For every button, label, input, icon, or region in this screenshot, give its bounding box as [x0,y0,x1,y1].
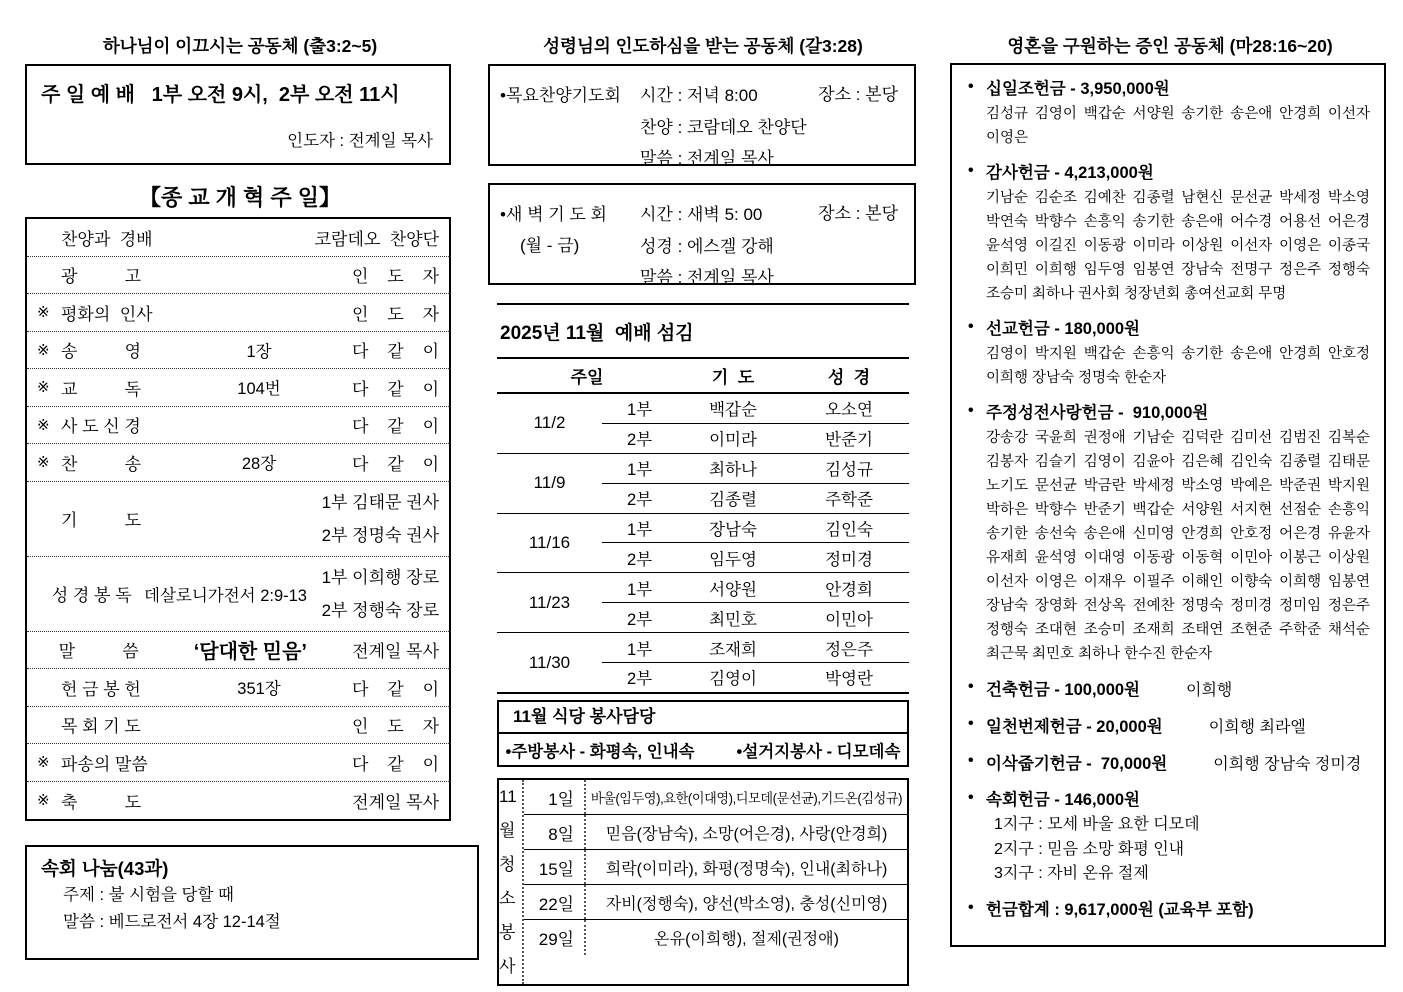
offering-title-line [986,677,1370,703]
roster-scripture-name: 김성규 [825,461,873,480]
roster-scripture-name: 이민아 [825,610,873,629]
roster-scripture-name: 오소연 [825,401,873,420]
roster-row [602,394,909,424]
offering-title-line [986,161,1370,186]
roster-prayer-name: 김영이 [709,670,757,689]
thursday-praise-prayer-box [488,64,916,166]
dawn-time: 시간 : 새벽 5: 00 [640,205,763,224]
class-meeting-scripture: 말씀 : 베드로전서 4장 12-14절 [63,913,281,931]
offering-section [964,77,1370,150]
order-row-who: 인 도 자 [351,717,439,737]
offering-title-line [986,401,1370,426]
order-row-who: 다 같 이 [351,379,439,399]
roster-prayer-name: 임두영 [709,550,757,569]
order-row-content: 28장 [241,455,277,474]
roster-service-part: 1부 [626,521,653,539]
roster-service-part: 2부 [626,431,653,450]
sunday-worship-times: 주 일 예 배 1부 오전 9시, 2부 오전 11시 [41,84,400,106]
order-row-who: 다 같 이 [351,679,439,699]
order-row-item: 축 도 [61,792,142,812]
cleaning-day: 22일 [524,885,586,919]
roster-service-part: 1부 [626,461,653,480]
roster-prayer-name: 서양원 [709,580,757,599]
order-row-item: 목 회 기 도 [61,717,141,737]
thursday-meeting-details [640,80,807,175]
offering-title: 이삭줍기헌금 - 70,000원 [986,755,1168,773]
roster-row [602,543,909,572]
offering-section [964,317,1370,390]
order-row [27,294,449,332]
offering-section [964,714,1370,740]
roster-prayer-name: 장남숙 [709,521,757,539]
cleaning-duty-table [497,778,909,986]
offering-title: 헌금합계 : 9,617,000원 (교육부 포함) [986,900,1254,919]
roster-date: 11/2 [533,413,566,433]
roster-group-rows [602,573,909,632]
offering-title-line [986,77,1370,102]
order-row-who: 인 도 자 [351,267,439,287]
offering-section [964,751,1370,777]
offering-title: 선교헌금 - 180,000원 [986,320,1141,338]
cleaning-row [524,885,907,920]
order-row-content: 데살로니가전서 2:9-13 [144,586,307,605]
service-roster-title: 2025년 11월 예배 섬김 [500,323,694,344]
order-row-content: 1장 [246,342,272,361]
cleaning-day: 1일 [524,780,586,814]
roster-group [497,454,909,514]
roster-group [497,633,909,694]
order-row-item: 기 도 [61,511,142,530]
order-row-item: 말 씀 [58,642,139,662]
offering-title: 감사헌금 - 4,213,000원 [986,164,1154,182]
cleaning-row [524,850,907,885]
roster-service-part: 2부 [626,610,653,629]
order-row-item: 헌 금 봉 헌 [61,679,141,699]
order-row-who [307,561,439,627]
roster-service-part: 2부 [626,491,653,510]
thursday-speaker: 말씀 : 전계일 목사 [640,149,774,168]
order-row-mark: ※ [37,304,50,322]
offering-section [964,161,1370,306]
order-row-content: ‘담대한 믿음’ [193,641,307,664]
roster-service-part: 1부 [626,580,653,599]
order-row-item: 파송의 말씀 [61,754,148,774]
offering-subline: 1지구 : 모세 바울 요한 디모데 [994,816,1200,833]
order-row-who [307,486,439,552]
order-row-item: 사 도 신 경 [61,417,141,437]
offering-names: 강송강 국윤희 권정애 기남순 김덕란 김미선 김범진 김복순 김봉자 김슬기 김영이 김윤아 김은혜 김인숙 김종렬 김태문 노기도 문선균 박금란 박세정 박소영 박예은 박준권 박지원 박하은 박향수 반준기 백갑순 서양원 서지현 선점순 손흥익 송기한 송선숙 송은애 신미영 안경희 안호정 어은경 유윤자 유재희 윤석영 이대영 이동광 이동혁 이민아 이봉근 이상원 이선자 이영은 이재우 이필주 이해인 이향숙 이희행 임봉연 장남숙 장영화 전상옥 전예찬 정명숙 정미경 정미임 정은주 정행숙 조대현 조승미 조재희 조태연 조현준 주학준 채석순 최근묵 최민호 최하나 한수진 한순자 [986,430,1370,662]
header-prayer: 기 도 [711,368,755,387]
order-row [27,369,449,407]
order-row-item: 성 경 봉 독 [51,586,132,605]
offering-report-box [950,63,1386,947]
order-row-mark: ※ [37,341,50,359]
right-column [950,0,1390,992]
order-row-who: 다 같 이 [351,454,439,474]
order-row-mark: ※ [37,416,50,434]
order-row-item: 광 고 [61,267,142,287]
offering-title-line [986,898,1370,923]
roster-group-rows [602,394,909,453]
middle-column-header: 성령님의 인도하심을 받는 공동체 (갈3:28) [543,36,863,56]
order-row-mark: ※ [37,379,50,397]
kitchen-duty: •주방봉사 - 화평속, 인내속 [505,742,695,761]
thursday-place: 장소 : 본당 [818,85,898,104]
right-column-header: 영혼을 구원하는 증인 공동체 (마28:16~20) [1007,36,1333,56]
class-meeting-box [25,845,479,960]
order-row [27,744,449,782]
roster-service-part: 1부 [626,401,653,420]
cleaning-names: 자비(정행숙), 양선(박소영), 충성(신미영) [605,895,888,913]
roster-date: 11/9 [533,473,566,493]
order-row-mark: ※ [37,792,50,810]
roster-scripture-name: 반준기 [825,431,873,450]
roster-prayer-name: 김종렬 [709,491,757,510]
left-column-header: 하나님이 이끄시는 공동체 (출3:2~5) [102,36,378,56]
order-row-item: 찬 송 [61,454,142,474]
reformation-sunday-banner: 【종 교 개 혁 주 일】 [138,185,342,210]
offering-section [964,898,1370,923]
offering-title: 속회헌금 - 146,000원 [986,791,1141,809]
order-row-who: 전계일 목사 [352,792,439,812]
service-roster-table [497,357,909,694]
order-row-mark: ※ [37,754,50,772]
order-row-who: 다 같 이 [351,417,439,437]
offering-names-inline: 이희행 [1186,682,1233,699]
offering-names: 기남순 김순조 김예찬 김종렬 남현신 문선균 박세정 박소영 박연숙 박향수 손흥익 송기한 송은애 어수경 어용선 어은경 윤석영 이길진 이동광 이미라 이상원 이선자 이영은 이종국 이희민 이희행 임두영 임봉연 장남숙 전명구 정은주 정행숙 조승미 최하나 권사회 청장년회 총여선교회 무명 [986,190,1370,302]
order-row [27,444,449,482]
order-row [27,669,449,707]
cleaning-label-month: 11월 [499,787,517,840]
offering-title: 십일조헌금 - 3,950,000원 [986,80,1170,98]
roster-group-rows [602,514,909,573]
dining-duty-box [497,700,909,767]
roster-scripture-name: 정은주 [825,640,873,659]
dining-duty-items [499,734,907,765]
class-meeting-title: 속회 나눔(43과) [41,858,169,879]
dawn-place: 장소 : 본당 [818,204,898,223]
offering-title-line [986,751,1370,777]
dawn-meeting-days: (월 - 금) [520,236,580,255]
roster-scripture-name: 안경희 [825,580,873,599]
thursday-time: 시간 : 저녁 8:00 [640,86,758,105]
order-row-who-line: 1부 이희행 장로 [321,567,439,587]
roster-group [497,394,909,454]
header-date: 주일 [570,368,604,387]
roster-prayer-name: 조재희 [709,640,757,659]
offering-names-inline: 이희행 장남숙 정미경 [1213,756,1362,773]
thursday-praise: 찬양 : 코람데오 찬양단 [640,117,807,137]
order-row-who: 코람데오 찬양단 [314,229,439,249]
offering-section [964,788,1370,887]
dawn-meeting-label: •새 벽 기 도 회 [500,205,607,224]
cleaning-names: 온유(이희행), 절제(권정애) [654,931,839,948]
order-row-who: 전계일 목사 [352,642,439,662]
cleaning-label-line2: 청소 [499,855,516,908]
order-row [27,782,449,820]
cleaning-row [524,780,907,815]
roster-service-part: 2부 [626,670,653,689]
roster-scripture-name: 박영란 [825,670,873,689]
order-row [27,332,449,370]
offering-title: 주정성전사랑헌금 - 910,000원 [986,404,1209,422]
dawn-meeting-details [640,199,774,294]
cleaning-day: 15일 [524,850,586,884]
order-row [27,482,449,557]
middle-column [488,0,918,992]
roster-row [602,454,909,484]
roster-row [602,633,909,663]
order-row-item: 찬양과 경배 [61,229,153,249]
dawn-prayer-box [488,183,916,285]
offering-subline: 3지구 : 자비 온유 절제 [994,865,1149,882]
offering-title-line [986,714,1370,740]
roster-date: 11/16 [528,532,571,552]
order-row [27,632,449,670]
roster-scripture-name: 김인숙 [825,521,873,539]
roster-scripture-name: 정미경 [825,550,873,569]
offering-names: 김영이 박지원 백갑순 손흥익 송기한 송은애 안경희 안호정 이희행 장남숙 정명숙 한순자 [986,346,1370,386]
order-row-who-line: 1부 김태문 권사 [321,492,439,512]
class-meeting-topic: 주제 : 불 시험을 당할 때 [63,886,234,904]
roster-date: 11/30 [528,652,571,672]
order-row-content: 104번 [237,380,281,399]
order-row-who: 인 도 자 [351,304,439,324]
service-roster-header [497,357,909,394]
cleaning-names: 바울(임두영),요한(이대영),디모데(문선균),기드온(김성규) [590,791,903,806]
roster-group [497,573,909,633]
roster-row [602,573,909,603]
cleaning-day: 8일 [524,815,586,849]
roster-group-rows [602,454,909,513]
cleaning-day: 29일 [524,920,586,955]
order-row-who: 다 같 이 [351,754,439,774]
roster-scripture-name: 주학준 [825,491,873,510]
order-row [27,219,449,257]
divider-rule [497,303,909,305]
thursday-meeting-name: •목요찬양기도회 [500,86,621,105]
sunday-worship-box [25,64,451,165]
order-row-item: 교 독 [61,379,142,399]
roster-service-part: 2부 [626,550,653,569]
order-row-who-line: 2부 정명숙 권사 [321,525,439,545]
order-row-who: 다 같 이 [351,342,439,362]
roster-service-part: 1부 [626,640,653,659]
order-row-content: 351장 [237,680,281,699]
roster-row [602,484,909,513]
offering-subline: 2지구 : 믿음 소망 화평 인내 [994,840,1185,858]
roster-group-rows [602,633,909,692]
cleaning-names: 희락(이미라), 화평(정명숙), 인내(최하나) [605,860,888,878]
offering-title: 일천번제헌금 - 20,000원 [986,718,1163,736]
roster-row [602,514,909,544]
dish-duty: •설거지봉사 - 디모데속 [736,742,901,761]
offering-section [964,677,1370,703]
order-row [27,407,449,445]
roster-prayer-name: 이미라 [709,431,757,450]
order-row [27,257,449,295]
offering-title: 건축헌금 - 100,000원 [986,681,1141,699]
roster-row [602,663,909,692]
dawn-meeting-name [500,199,607,261]
offering-section [964,401,1370,666]
order-of-worship-table [25,217,451,821]
dining-duty-title: 11월 식당 봉사담당 [499,702,907,734]
sunday-worship-leader: 인도자 : 전계일 목사 [287,132,433,150]
roster-group [497,514,909,574]
order-row-item: 평화의 인사 [61,304,153,324]
roster-row [602,603,909,632]
order-row [27,557,449,632]
order-row-who-line: 2부 정행숙 장로 [321,600,439,620]
order-row-item: 송 영 [61,342,142,362]
offering-names-inline: 이희행 최라엘 [1208,719,1306,736]
order-row [27,707,449,745]
offering-title-line [986,317,1370,342]
left-column [25,0,455,992]
offering-title-line [986,788,1370,813]
cleaning-names: 믿음(장남숙), 소망(어은경), 사랑(안경희) [605,825,888,843]
header-scripture: 성 경 [827,368,871,387]
roster-prayer-name: 백갑순 [709,401,757,420]
dawn-scripture: 성경 : 에스겔 강해 [640,236,774,256]
roster-prayer-name: 최하나 [709,461,757,480]
cleaning-duty-rows [524,780,907,984]
roster-row [602,424,909,453]
service-roster-body [497,394,909,694]
roster-prayer-name: 최민호 [709,610,757,629]
cleaning-label-line3: 봉사 [499,923,516,976]
roster-date: 11/23 [528,592,571,612]
offering-names: 김성규 김영이 백갑순 서양원 송기한 송은애 안경희 이선자 이영은 [986,106,1370,146]
dawn-speaker: 말씀 : 전계일 목사 [640,268,774,287]
order-row-mark: ※ [37,454,50,472]
cleaning-duty-label [499,780,524,984]
cleaning-row [524,920,907,955]
cleaning-row [524,815,907,850]
